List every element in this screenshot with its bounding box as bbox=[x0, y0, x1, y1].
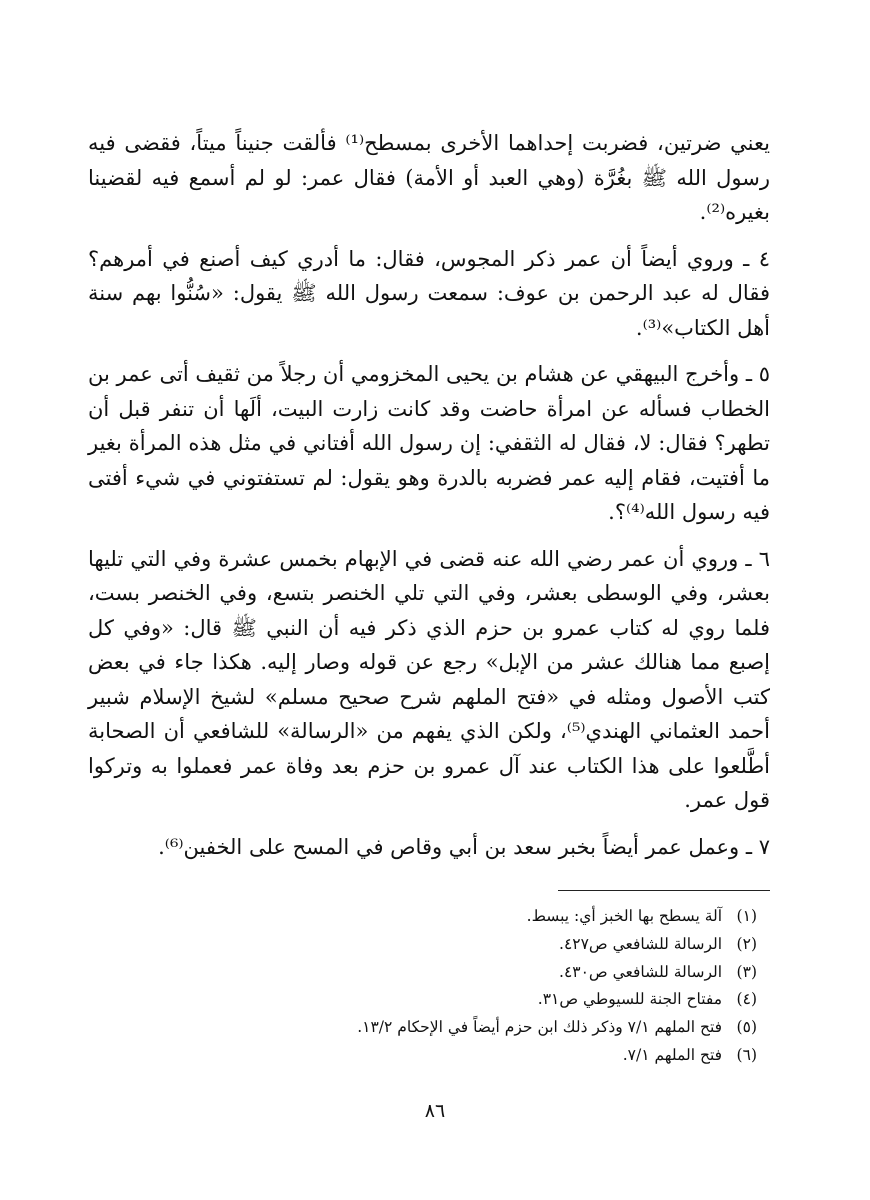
footnote-text: الرسالة للشافعي ص٤٣٠. bbox=[559, 962, 723, 981]
page-number: ٨٦ bbox=[424, 1100, 446, 1122]
footnote-item bbox=[97, 959, 757, 987]
footnote-separator bbox=[558, 890, 770, 891]
paragraph-5: ٥ ـ وأخرج البيهقي عن هشام بن يحيى المخزومي أن رجلاً من ثقيف أتى عمر بن الخطاب فسأله عن امرأة حاضت وقد كانت زارت البيت، ألَها أن تنفر قبل أن تطهر؟ فقال: لا، فقال له الثقفي: إن رسول الله أفتاني في مثل هذه المرأة بغير ما أفتيت، فقام إليه عمر فضربه بالدرة وهو يقول: لم تستفتوني في شيء أفتى فيه رسول الله⁽⁴⁾؟. bbox=[88, 362, 770, 524]
footnote-item bbox=[97, 931, 757, 959]
footnote-item bbox=[97, 986, 757, 1014]
footnote-text: الرسالة للشافعي ص٤٢٧. bbox=[559, 934, 723, 953]
footnote-number: (٢) bbox=[736, 934, 757, 953]
footnote-item bbox=[97, 1014, 757, 1042]
footnote-text: مفتاح الجنة للسيوطي ص٣١. bbox=[537, 990, 723, 1009]
footnote-number: (٤) bbox=[736, 990, 757, 1009]
paragraph-6: ٦ ـ وروي أن عمر رضي الله عنه قضى في الإبهام بخمس عشرة وفي التي تليها بعشر، وفي الوسطى بعشر، وفي التي تلي الخنصر بتسع، وفي الخنصر بست، فلما روي له كتاب عمرو بن حزم الذي ذكر فيه أن النبي ﷺ قال: «وفي كل إصبع مما هنالك عشر من الإبل» رجع عن قوله وصار إليه. هكذا جاء في بعض كتب الأصول ومثله في «فتح الملهم شرح صحيح مسلم» لشيخ الإسلام شبير أحمد العثماني الهندي⁽⁵⁾، ولكن الذي يفهم من «الرسالة» للشافعي أن الصحابة أطَّلعوا على هذا الكتاب عند آل عمرو بن حزم بعد وفاة عمر فعملوا به وتركوا قول عمر. bbox=[88, 546, 770, 812]
footnote-item bbox=[97, 1042, 757, 1070]
paragraph-4: ٤ ـ وروي أيضاً أن عمر ذكر المجوس، فقال: ما أدري كيف أصنع في أمرهم؟ فقال له عبد الرحمن بن عوف: سمعت رسول الله ﷺ يقول: «سُنُّوا بهم سنة أهل الكتاب»⁽³⁾. bbox=[88, 246, 770, 340]
footnote-number: (٣) bbox=[736, 962, 757, 981]
footnotes-list bbox=[97, 903, 757, 1070]
footnote-number: (٦) bbox=[736, 1045, 757, 1064]
footnote-text: فتح الملهم ٧/١ وذكر ذلك ابن حزم أيضاً في الإحكام ١٣/٢. bbox=[357, 1018, 723, 1037]
footnote-item bbox=[97, 903, 757, 931]
paragraph-7: ٧ ـ وعمل عمر أيضاً بخبر سعد بن أبي وقاص في المسح على الخفين⁽⁶⁾. bbox=[158, 834, 770, 859]
footnote-text: فتح الملهم ٧/١. bbox=[622, 1045, 723, 1064]
footnote-number: (١) bbox=[736, 907, 757, 925]
footnote-number: (٥) bbox=[736, 1018, 757, 1037]
main-text bbox=[88, 126, 770, 864]
paragraph-continuation: يعني ضرتين، فضربت إحداهما الأخرى بمسطح⁽¹⁾ فألقت جنيناً ميتاً، فقضى فيه رسول الله ﷺ بغُرَّة (وهي العبد أو الأمة) فقال عمر: لو لم أسمع فيه لقضينا بغيره⁽²⁾. bbox=[88, 131, 770, 224]
footnote-text: آلة يسطح بها الخبز أي: يبسط. bbox=[526, 907, 723, 925]
